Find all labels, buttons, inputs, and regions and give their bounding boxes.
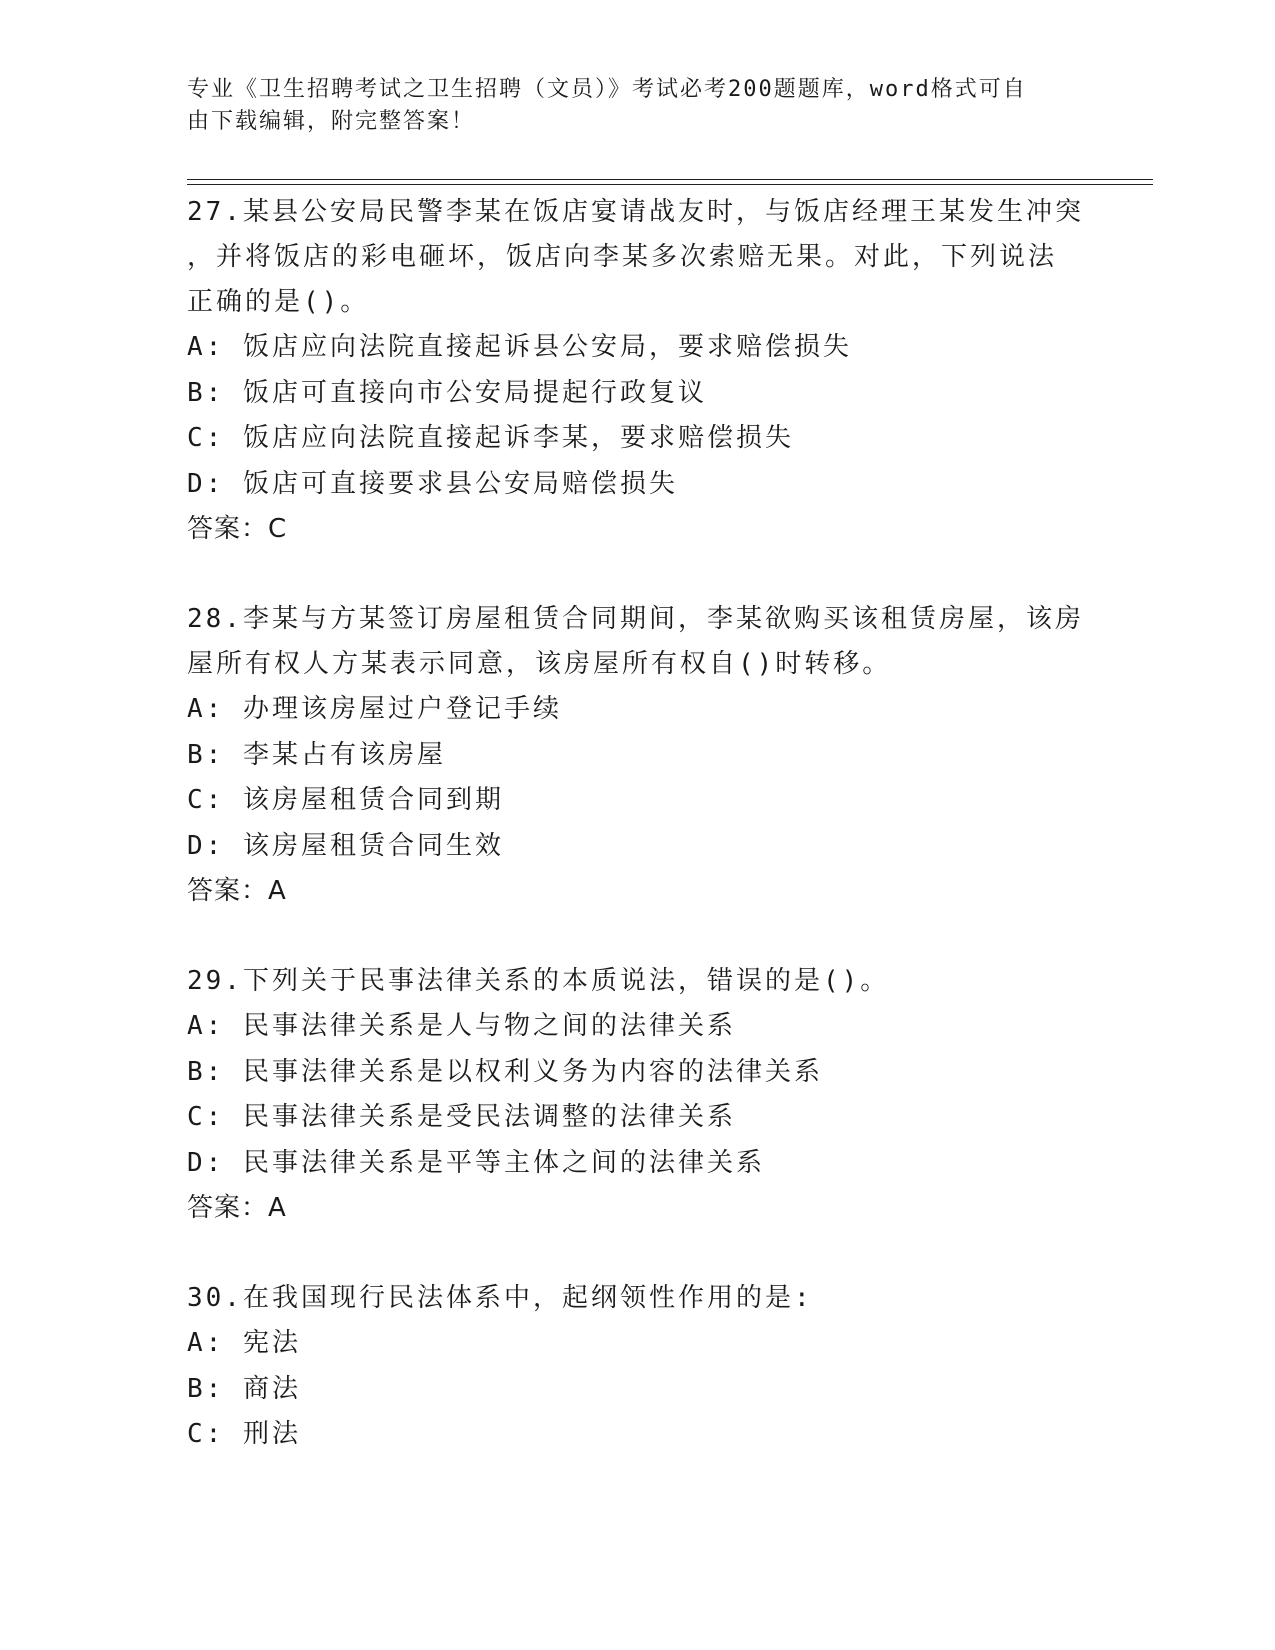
question-text-line: 正确的是()。 xyxy=(187,287,370,317)
question-30 xyxy=(187,1276,1087,1458)
answer-label: 答案：A xyxy=(187,1193,287,1223)
question-text-line: 29.下列关于民事法律关系的本质说法，错误的是()。 xyxy=(187,966,890,996)
option-c: C: 刑法 xyxy=(187,1419,301,1449)
spacer xyxy=(187,1231,1087,1276)
option-a: A: 办理该房屋过户登记手续 xyxy=(187,694,562,724)
question-text-line: ，并将饭店的彩电砸坏，饭店向李某多次索赔无果。对此，下列说法 xyxy=(187,242,1058,272)
option-d: D: 饭店可直接要求县公安局赔偿损失 xyxy=(187,468,678,499)
header-line-1: 专业《卫生招聘考试之卫生招聘（文员）》考试必考200题题库，word格式可自 xyxy=(187,77,1027,102)
question-text-line: 27.某县公安局民警李某在饭店宴请战友时，与饭店经理王某发生冲突 xyxy=(187,197,1084,227)
option-a: A: 饭店应向法院直接起诉县公安局，要求赔偿损失 xyxy=(187,332,852,362)
option-b: B: 民事法律关系是以权利义务为内容的法律关系 xyxy=(187,1056,823,1087)
question-text-line: 30.在我国现行民法体系中，起纲领性作用的是: xyxy=(187,1283,813,1313)
question-29 xyxy=(187,959,1087,1231)
option-d: D: 民事法律关系是平等主体之间的法律关系 xyxy=(187,1147,765,1178)
option-c: C: 该房屋租赁合同到期 xyxy=(187,785,504,815)
question-28 xyxy=(187,597,1087,914)
question-text-line: 屋所有权人方某表示同意，该房屋所有权自()时转移。 xyxy=(187,649,892,679)
option-c: C: 饭店应向法院直接起诉李某，要求赔偿损失 xyxy=(187,423,794,453)
question-text-line: 28.李某与方某签订房屋租赁合同期间，李某欲购买该租赁房屋，该房 xyxy=(187,604,1084,634)
spacer xyxy=(187,914,1087,959)
option-b: B: 饭店可直接向市公安局提起行政复议 xyxy=(187,377,707,408)
question-27 xyxy=(187,190,1087,552)
option-b: B: 商法 xyxy=(187,1373,301,1404)
header-line-2: 由下载编辑，附完整答案！ xyxy=(187,109,476,134)
option-a: A: 宪法 xyxy=(187,1328,301,1358)
option-b: B: 李某占有该房屋 xyxy=(187,739,446,770)
question-list xyxy=(187,190,1087,1458)
option-c: C: 民事法律关系是受民法调整的法律关系 xyxy=(187,1102,736,1132)
document-header xyxy=(187,74,1067,138)
option-d: D: 该房屋租赁合同生效 xyxy=(187,830,504,861)
answer-label: 答案：A xyxy=(187,876,287,906)
answer-label: 答案：C xyxy=(187,514,288,544)
header-rule-top xyxy=(187,179,1153,180)
option-a: A: 民事法律关系是人与物之间的法律关系 xyxy=(187,1011,736,1041)
header-rule-bottom xyxy=(187,184,1153,185)
spacer xyxy=(187,552,1087,597)
